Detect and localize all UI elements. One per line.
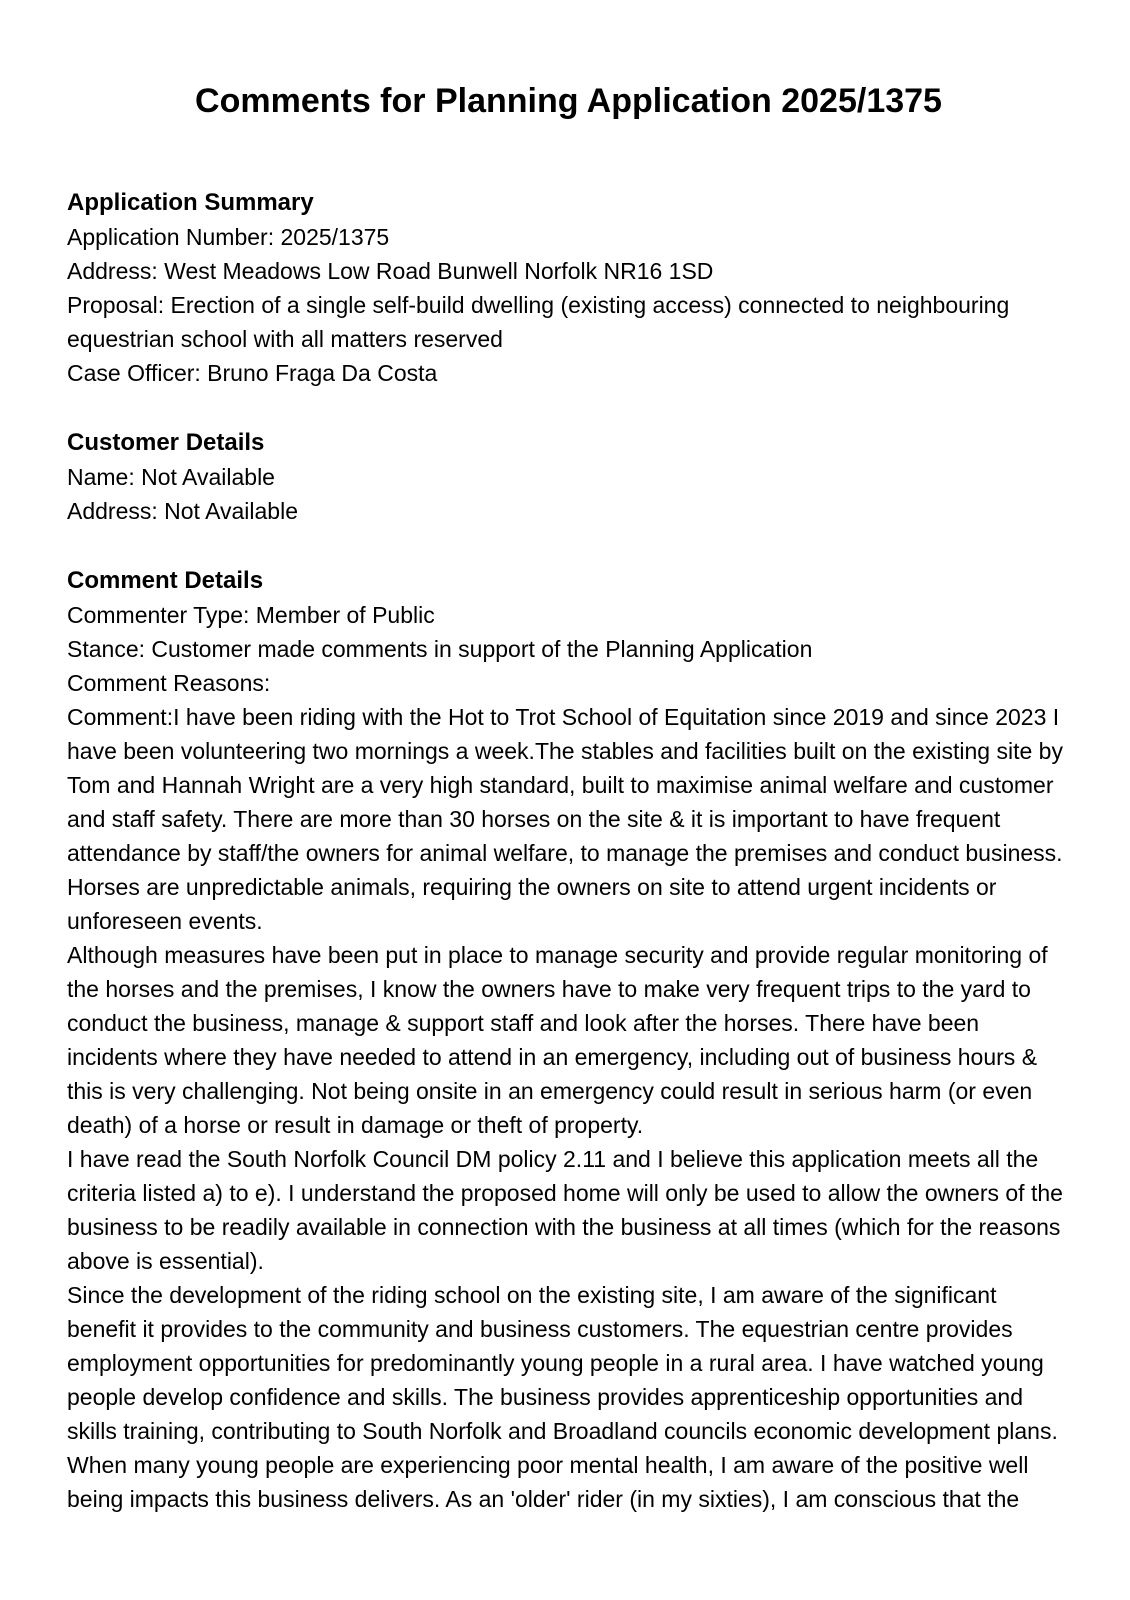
application-summary-line: Application Number: 2025/1375 [67,224,390,250]
comment-details-line: Comment Reasons: [67,670,271,696]
comment-details-line: Stance: Customer made comments in support of the Planning Application [67,636,813,662]
section-application-summary [67,186,1070,390]
customer-details-line: Name: Not Available [67,464,275,490]
application-summary-line: equestrian school with all matters reserved [67,326,503,352]
comment-details-line: Commenter Type: Member of Public [67,602,435,628]
section-comment-details [67,564,1070,1516]
comment-text-line: and staff safety. There are more than 30 horses on the site & it is important to have frequent [67,806,1001,832]
comment-text-line: When many young people are experiencing poor mental health, I am aware of the positive well [67,1452,1029,1478]
comment-text-line: people develop confidence and skills. The business provides apprenticeship opportunities and [67,1384,1023,1410]
comment-text-line: I have read the South Norfolk Council DM policy 2.11 and I believe this application meets all the [67,1146,1039,1172]
comment-text-line: Horses are unpredictable animals, requiring the owners on site to attend urgent incidents or [67,874,997,900]
application-summary-line: Address: West Meadows Low Road Bunwell Norfolk NR16 1SD [67,258,714,284]
comment-text-line: death) of a horse or result in damage or theft of property. [67,1112,644,1138]
comment-text-line: attendance by staff/the owners for animal welfare, to manage the premises and conduct business. [67,840,1063,866]
comment-text-line: business to be readily available in connection with the business at all times (which for the reasons [67,1214,1061,1240]
comment-text-line: unforeseen events. [67,908,263,934]
customer-details-lines [67,460,1070,528]
comment-text-line: conduct the business, manage & support staff and look after the horses. There have been [67,1010,980,1036]
comment-text-line: Tom and Hannah Wright are a very high standard, built to maximise animal welfare and customer [67,772,1054,798]
comment-text-line: incidents where they have needed to attend in an emergency, including out of business hours & [67,1044,1038,1070]
comment-text-line: employment opportunities for predominantly young people in a rural area. I have watched young [67,1350,1044,1376]
application-summary-line: Proposal: Erection of a single self-build dwelling (existing access) connected to neighbouring [67,292,1010,318]
comment-text-line: Since the development of the riding school on the existing site, I am aware of the significant [67,1282,997,1308]
comment-text-line: the horses and the premises, I know the owners have to make very frequent trips to the yard to [67,976,1031,1002]
comment-text-line: being impacts this business delivers. As an 'older' rider (in my sixties), I am conscious that the [67,1486,1020,1512]
comment-details-lines [67,598,1070,700]
application-summary-line: Case Officer: Bruno Fraga Da Costa [67,360,438,386]
comment-text-line: Although measures have been put in place to manage security and provide regular monitoring of [67,942,1048,968]
application-summary-heading: Application Summary [67,189,314,216]
application-summary-lines [67,220,1070,390]
section-customer-details [67,426,1070,528]
customer-details-heading: Customer Details [67,429,265,456]
comment-text-line: benefit it provides to the community and business customers. The equestrian centre provides [67,1316,1013,1342]
comment-text-line: have been volunteering two mornings a week.The stables and facilities built on the existing site by [67,738,1063,764]
comment-text-line: Comment:I have been riding with the Hot to Trot School of Equitation since 2019 and since 2023 I [67,704,1060,730]
comment-text-line: criteria listed a) to e). I understand the proposed home will only be used to allow the owners of the [67,1180,1063,1206]
page-title: Comments for Planning Application 2025/1375 [195,82,942,120]
comment-text-line: this is very challenging. Not being onsite in an emergency could result in serious harm (or even [67,1078,1033,1104]
comment-details-heading: Comment Details [67,567,264,594]
comment-text [67,700,1070,1516]
customer-details-line: Address: Not Available [67,498,298,524]
comment-text-line: skills training, contributing to South Norfolk and Broadland councils economic development plans. [67,1418,1058,1444]
comment-text-line: above is essential). [67,1248,264,1274]
